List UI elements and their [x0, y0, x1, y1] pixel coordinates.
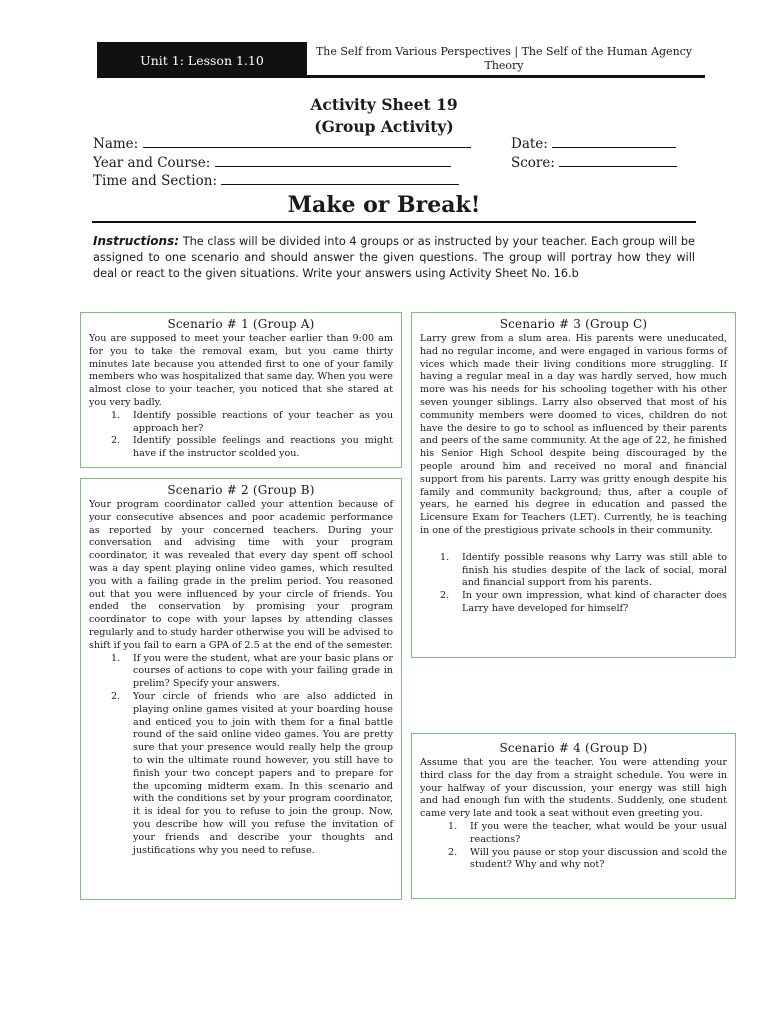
- name-label: Name:: [93, 136, 139, 152]
- scenario-2-questions: [89, 653, 393, 858]
- scenario-1-box: [80, 312, 402, 468]
- list-item: 1. Identify possible reasons why Larry was still able to finish his studies despite of the lack of social, moral and financial support from his parents.: [440, 551, 727, 589]
- scenario-1-title: Scenario # 1 (Group A): [167, 317, 315, 331]
- list-item: 1. If you were the teacher, what would be your usual reactions?: [448, 820, 727, 845]
- unit-label: Unit 1: Lesson 1.10: [97, 42, 307, 78]
- scenario-2-text: Your program coordinator called your attention because of your consecutive absences and poor academic performance as reported by your concerned teachers. During your conversation and advising time with your program coordinator, it was revealed that every day spent off school was a day spent playing online video games, which resulted you with a failing grade in the prelim period. You reasoned out that you were influenced by your circle of friends. You ended the conservation by promising your program coordinator to cope with your lapses by attending classes regularly and to study harder otherwise you will be advised to shift if you fail to earn a GPA of 2.5 at the end of the semester.: [89, 499, 393, 651]
- year-course-line[interactable]: [215, 155, 451, 167]
- header-title: The Self from Various Perspectives | The Self of the Human Agency Theory: [315, 45, 693, 72]
- score-field[interactable]: [511, 155, 677, 171]
- name-field[interactable]: [93, 136, 471, 152]
- list-item: 2. Your circle of friends who are also addicted in playing online games visited at your boarding house and enticed you to join with them for a final battle round of the said online video games. You are pretty sure that your presence would really help the group to win the ultimate round however, you still have to finish your two concept papers and to prepare for the upcoming midterm exam. In this scenario and with the conditions set by your program coordinator, it is ideal for you to refuse to join the group. Now, you describe how will you refuse the invitation of your friends and describe your thoughts and justifications why you need to refuse.: [111, 690, 393, 856]
- scenario-4-questions: [420, 821, 727, 872]
- date-label: Date:: [511, 136, 548, 152]
- instructions-lead: Instructions:: [93, 234, 180, 248]
- header-underline: [307, 75, 705, 78]
- list-item: 2. Identify possible feelings and reactions you might have if the instructor scolded you.: [111, 435, 393, 460]
- scenario-4-box: [411, 733, 736, 899]
- instructions-text: The class will be divided into 4 groups or as instructed by your teacher. Each group will be assigned to one scenario and should answer the given questions. The group will portray how they will deal or react to the given situations. Write your answers using Activity Sheet No. 16.b: [93, 235, 695, 280]
- scenario-1-questions: [89, 410, 393, 461]
- sheet-subtitle: (Group Activity): [314, 117, 454, 136]
- time-section-field[interactable]: [93, 173, 459, 189]
- scenario-4-text: Assume that you are the teacher. You were attending your third class for the day from a straight schedule. You were in your halfway of your discussion, your energy was still high and had enough fun with the students. Suddenly, one student came very late and took a seat without even greeting you.: [420, 757, 727, 820]
- list-item: 2. Will you pause or stop your discussion and scold the student? Why and why not?: [448, 846, 727, 871]
- year-course-field[interactable]: [93, 155, 451, 171]
- year-course-label: Year and Course:: [93, 155, 211, 171]
- date-field[interactable]: [511, 136, 676, 152]
- time-section-label: Time and Section:: [93, 173, 217, 189]
- instructions: [93, 233, 695, 282]
- scenario-3-box: [411, 312, 736, 658]
- time-section-line[interactable]: [221, 173, 459, 185]
- date-line[interactable]: [552, 136, 676, 148]
- scenario-3-questions: [420, 552, 727, 616]
- scenario-2-box: [80, 478, 402, 900]
- scenario-4-title: Scenario # 4 (Group D): [499, 741, 648, 755]
- score-line[interactable]: [559, 155, 677, 167]
- name-line[interactable]: [143, 136, 471, 148]
- score-label: Score:: [511, 155, 555, 171]
- scenario-1-text: You are supposed to meet your teacher earlier than 9:00 am for you to take the removal exam, but you came thirty minutes late because you attended first to one of your family members who was hospitalized that same day. When you were almost close to your teacher, you noticed that she stared at you very badly.: [89, 333, 393, 408]
- list-item: 2. In your own impression, what kind of character does Larry have developed for himself?: [440, 590, 727, 614]
- main-title: Make or Break!: [287, 192, 481, 218]
- page-header: [97, 42, 705, 78]
- title-rule: [92, 221, 696, 223]
- scenario-3-text: Larry grew from a slum area. His parents were uneducated, had no regular income, and were engaged in various forms of vices which made their living conditions more struggling. If having a regular meal in a day was hardly served, how much more was his needs for his schooling together with his other seven younger siblings. Larry also observed that most of his community members were doomed to vices, children do not have the desire to go to school as influenced by their parents and peers of the same community. At the age of 22, he finished his Senior High School despite being discouraged by the people around him and received no moral and financial support from his parents. Larry was gritty enough despite his family and community background; thus, after a couple of years, he earned his degree in education and passed the Licensure Exam for Teachers (LET). Currently, he is teaching in one of the prestigious private schools in their community.: [420, 333, 727, 536]
- list-item: 1. Identify possible reactions of your teacher as you approach her?: [111, 409, 393, 434]
- sheet-title: Activity Sheet 19: [310, 95, 458, 114]
- list-item: 1. If you were the student, what are your basic plans or courses of actions to cope with your failing grade in prelim? Specify your answers.: [111, 652, 393, 690]
- scenario-3-title: Scenario # 3 (Group C): [499, 317, 648, 331]
- scenario-2-title: Scenario # 2 (Group B): [167, 483, 315, 497]
